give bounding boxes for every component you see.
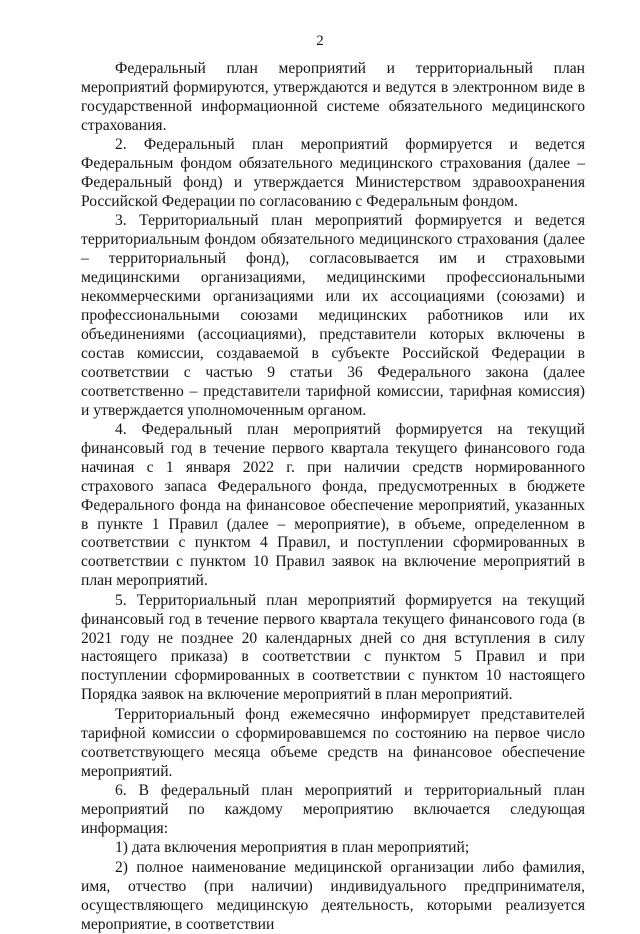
paragraph-item-6: 6. В федеральный план мероприятий и территориальный план мероприятий по каждому мероприятию включается следующая информация: [81,782,585,837]
paragraph-plans-electronic-form: Федеральный план мероприятий и территориальный план мероприятий формируются, утверждаются и ведутся в электронном виде в государственной информационной системе обязательного медицинского страхования. [81,60,585,134]
page-number: 2 [316,33,324,49]
paragraph-item-4: 4. Федеральный план мероприятий формируется на текущий финансовый год в течение первого квартала текущего финансового года начиная с 1 января 2022 г. при наличии средств нормированного страхового запаса Федерального фонда, предусмотренных в бюджете Федерального фонда на финансовое обеспечение мероприятий, указанных в пункте 1 Правил (далее – мероприятие), в объеме, определенном в соответствии с пунктом 4 Правил, и поступлении сформированных в соответствии с пунктом 10 Правил заявок на включение мероприятий в план мероприятий. [81,421,585,590]
paragraph-subitem-1: 1) дата включения мероприятия в план мероприятий; [115,839,470,857]
document-body [81,60,585,934]
paragraph-subitem-2: 2) полное наименование медицинской организации либо фамилия, имя, отчество (при наличии) индивидуального предпринимателя, осуществляющего медицинскую деятельность, которыми реализуется мероприятие, в соответствии [81,858,585,933]
paragraph-item-3: 3. Территориальный план мероприятий формируется и ведется территориальным фондом обязательного медицинского страхования (далее – территориальный фонд), согласовывается им и страховыми медицинскими организациями, медицинскими профессиональными некоммерческими организациями или их ассоциациями (союзами) и профессиональными союзами медицинских работников или их объединениями (ассоциациями), представители которых включены в состав комиссии, создаваемой в субъекте Российской Федерации в соответствии с частью 9 статьи 36 Федерального закона (далее соответственно – представители тарифной комиссии, тарифная комиссия) и утверждается уполномоченным органом. [81,212,585,419]
paragraph-item-5: 5. Территориальный план мероприятий формируется на текущий финансовый год в течение первого квартала текущего финансового года (в 2021 году не позднее 20 календарных дней со дня вступления в силу настоящего приказа) в соответствии с пунктом 5 Правил и при поступлении сформированных в соответствии с пунктом 10 настоящего Порядка заявок на включение мероприятий в план мероприятий. [81,591,585,704]
paragraph-item-2: 2. Федеральный план мероприятий формируется и ведется Федеральным фондом обязательного медицинского страхования (далее – Федеральный фонд) и утверждается Министерством здравоохранения Российской Федерации по согласованию с Федеральным фондом. [81,136,585,210]
paragraph-monthly-information: Территориальный фонд ежемесячно информирует представителей тарифной комиссии о сформировавшемся по состоянию на первое число соответствующего месяца объеме средств на финансовое обеспечение мероприятий. [81,705,585,780]
